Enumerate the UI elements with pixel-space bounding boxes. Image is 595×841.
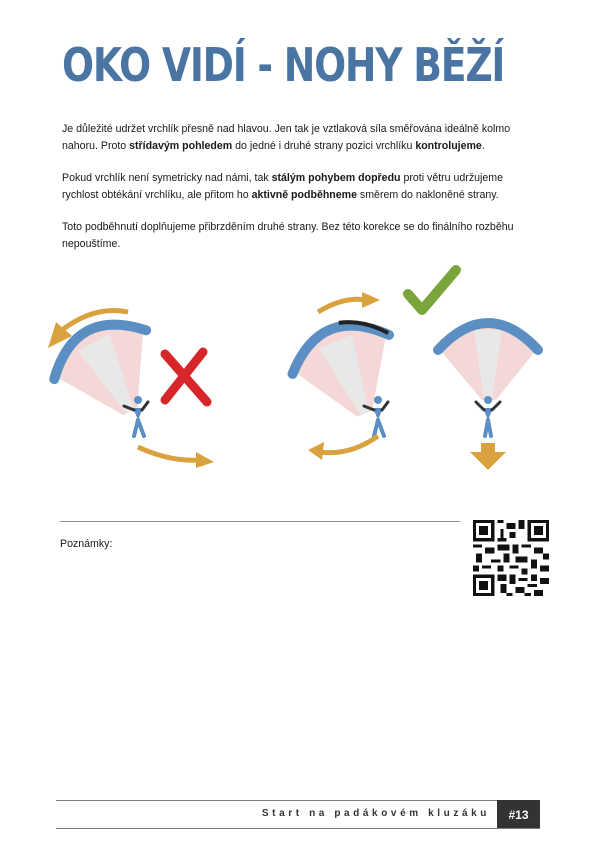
qr-code[interactable] [473, 520, 549, 596]
arrow-icon [196, 452, 214, 468]
page-number: #13 [497, 800, 540, 829]
notes-label: Poznámky: [60, 538, 113, 550]
arrow-icon [470, 443, 506, 470]
notes-divider [60, 521, 460, 522]
arrow-icon [320, 436, 378, 453]
cross-icon [165, 352, 207, 402]
scene-overhead [438, 323, 538, 470]
arrow-icon [318, 299, 366, 312]
arrow-icon [138, 447, 200, 460]
paragraph-1: Je důležité udržet vrchlík přesně nad hlavou. Jen tak je vztlaková síla směřována ideálně kolmo nahoru. Proto střídavým pohledem do jedné i druhé strany pozici vrchlíku kontrolujeme. [62, 123, 511, 152]
footer-divider-top [56, 800, 540, 801]
page-title: OKO VIDÍ - NOHY BĚŽÍ [62, 38, 505, 92]
paragraph-3: Toto podběhnutí doplňujeme přibrzděním druhé strany. Bez této korekce se do finálního rozběhu nepouštíme. [62, 221, 514, 250]
check-icon [408, 270, 456, 310]
scene-tilted-wrong [42, 306, 214, 468]
footer-divider-bottom [56, 828, 540, 829]
pilot-figure [476, 396, 500, 436]
arrow-icon [362, 292, 380, 308]
paraglider-illustration [0, 255, 595, 485]
scene-corrected [281, 270, 456, 460]
footer-title: Start na padákovém kluzáku [261, 808, 490, 819]
arrow-icon [308, 442, 324, 460]
paragraph-2: Pokud vrchlík není symetricky nad námi, tak stálým pohybem dopředu proti větru udržujeme rychlost obtékání vrchlíku, ale přitom ho aktivně podběhneme směrem do nakloněné strany. [62, 172, 503, 201]
